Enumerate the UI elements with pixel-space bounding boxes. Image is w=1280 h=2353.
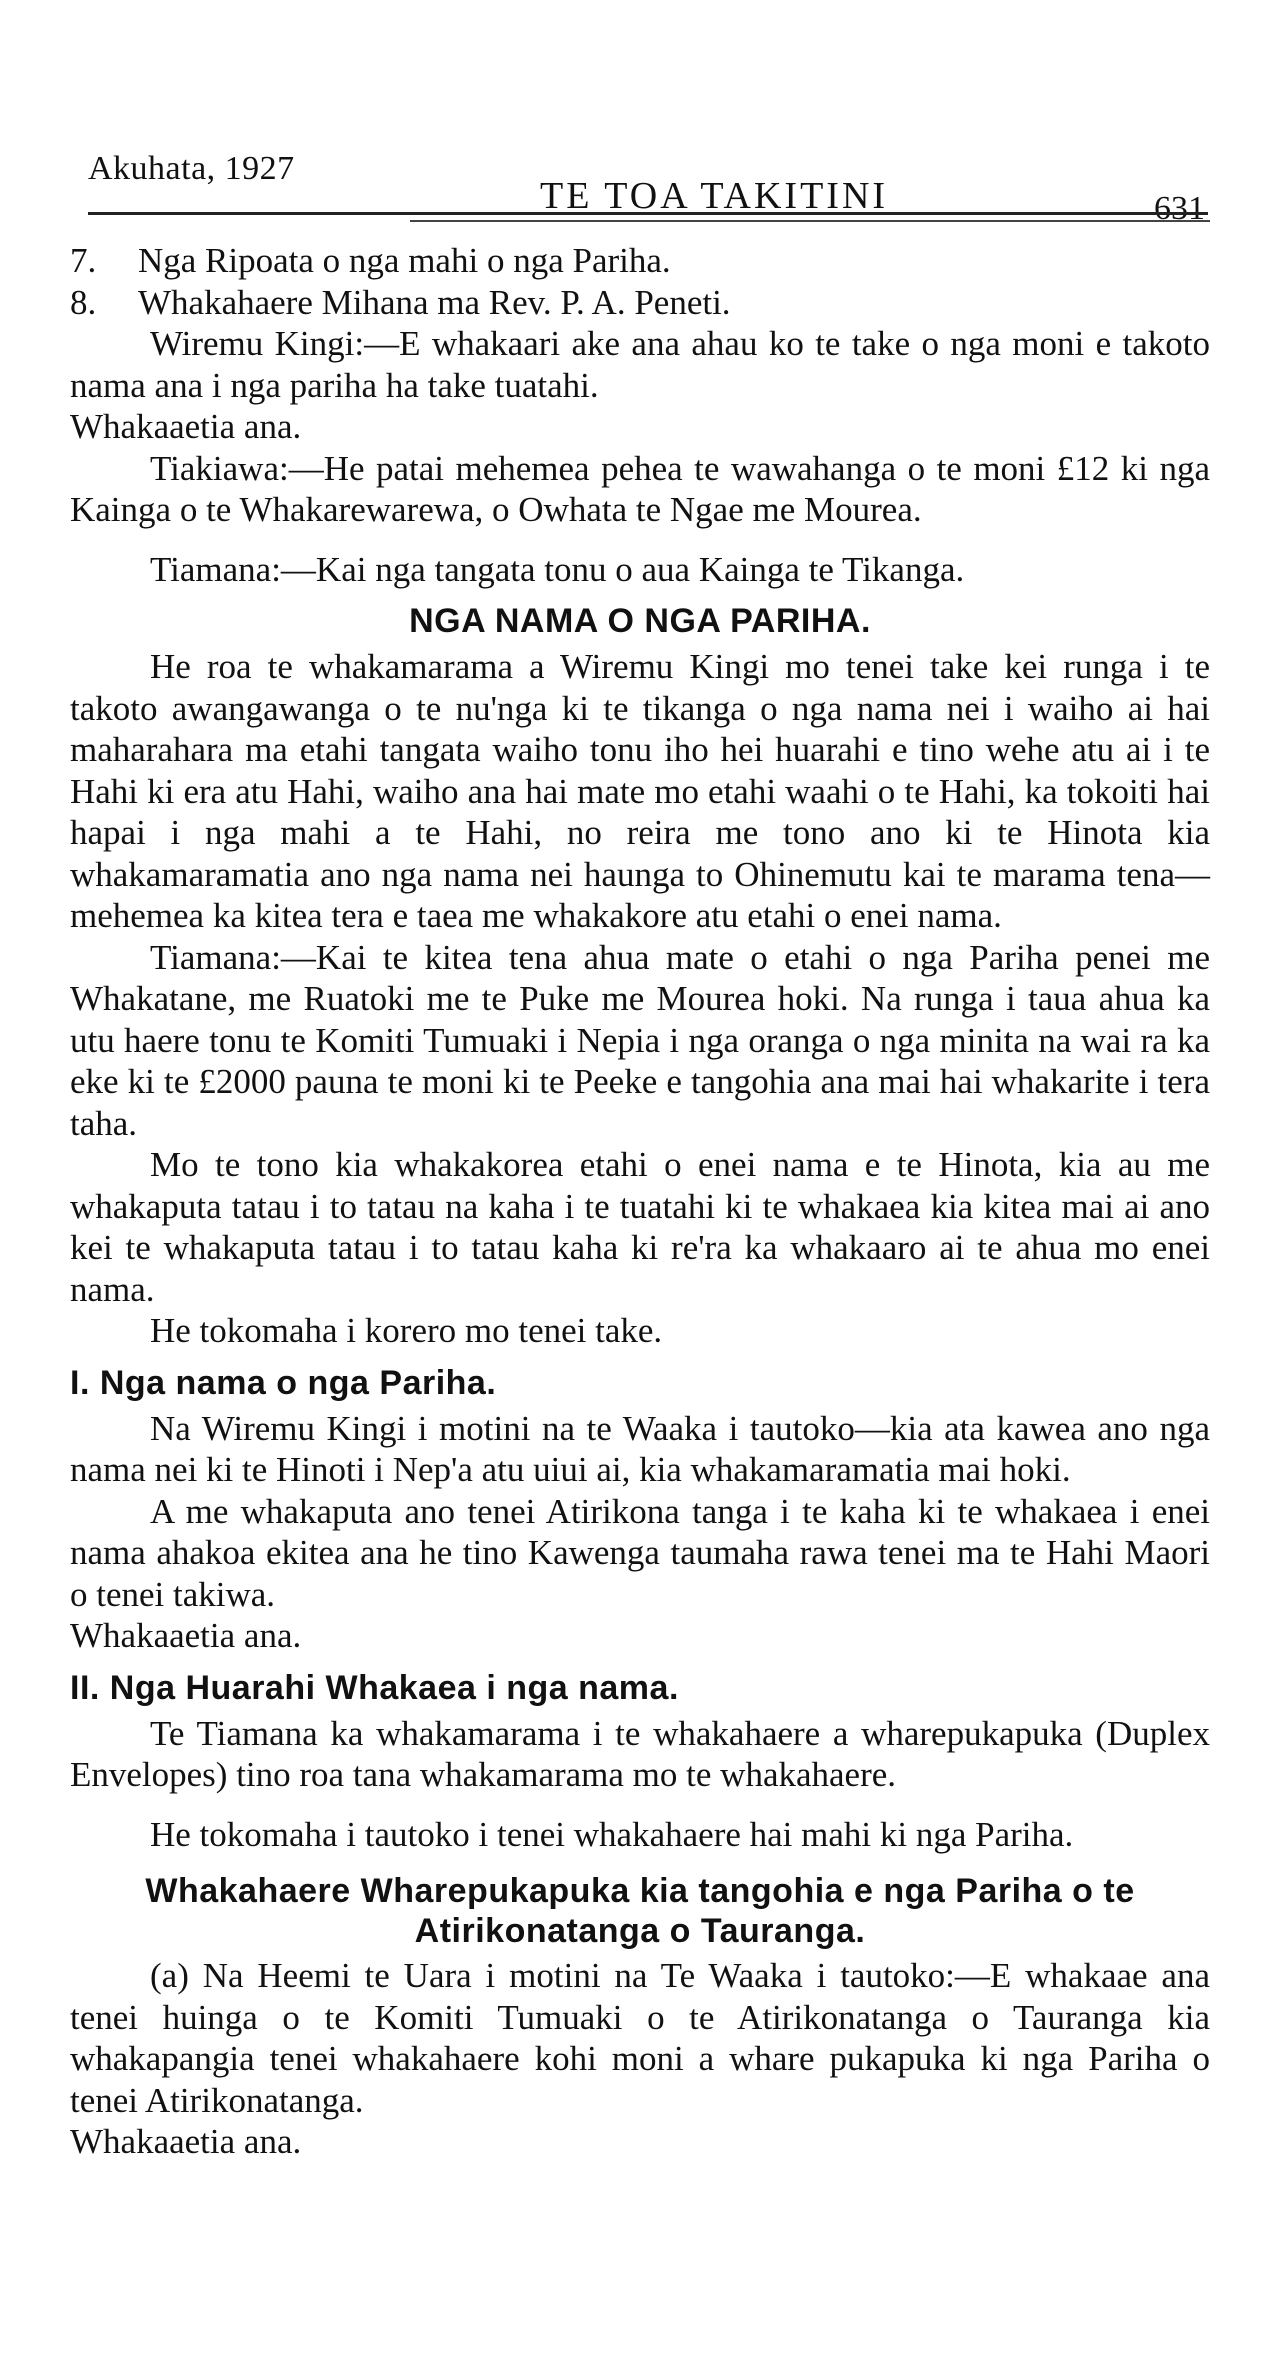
newspaper-page (70, 150, 1210, 2161)
resolution-note: Whakaaetia ana. (70, 407, 302, 446)
paragraph: Wiremu Kingi:—E whakaari ake ana ahau ko te take o nga moni e takoto nama ana i nga pariha ha take tuatahi. (70, 324, 1210, 405)
section-heading: I. Nga nama o nga Pariha. (70, 1363, 497, 1402)
section-heading (70, 1871, 1210, 1951)
agenda-item (70, 282, 1210, 324)
paragraph: He roa te whakamarama a Wiremu Kingi mo tenei take kei runga i te takoto awangawanga o te nu'nga ki te tikanga o nga nama nei i waiho ai hai maharahara ma etahi tangata waiho tonu iho hei huarahi e tino wehe atu ai i te Hahi ki era atu Hahi, waiho ana hai mate mo etahi waahi o te Hahi, ka tokoiti hai hapai i nga mahi a te Hahi, no reira me tono ano ki te Hinota kia whakamaramatia ano nga nama nei haunga to Ohinemutu kai te marama tena—mehemea ka kitea tera e taea me whakakore atu etahi o enei nama. (70, 647, 1210, 935)
section-heading: NGA NAMA O NGA PARIHA. (409, 602, 871, 640)
running-header (70, 150, 1210, 227)
agenda-item-number: 8. (70, 282, 97, 322)
spacer (70, 531, 1210, 549)
paragraph: Tiakiawa:—He patai mehemea pehea te wawahanga o te moni £12 ki nga Kainga o te Whakarewarewa, o Owhata te Ngae me Mourea. (70, 448, 1210, 529)
paragraph: Mo te tono kia whakakorea etahi o enei nama e te Hinota, kia au me whakaputa tatau i to tatau na kaha i te tuatahi ki te whakaea kia kitea mai ai ano kei te whakaputa tatau i to tatau kaha ki re'ra ka whakaaro ai te ahua mo enei nama. (70, 1145, 1210, 1309)
header-date: Akuhata, 1927 (88, 150, 295, 187)
header-rule-secondary (410, 220, 1210, 222)
paragraph: Na Wiremu Kingi i motini na te Waaka i tautoko—kia ata kawea ano nga nama nei ki te Hinoti i Nep'a atu uiui ai, kia whakamaramatia mai hoki. (70, 1408, 1210, 1489)
paragraph: He tokomaha i tautoko i tenei whakahaere hai mahi ki nga Pariha. (150, 1814, 1074, 1854)
paragraph: Tiamana:—Kai nga tangata tonu o aua Kainga te Tikanga. (150, 549, 965, 589)
paragraph: Te Tiamana ka whakamarama i te whakahaere a wharepukapuka (Duplex Envelopes) tino roa tana whakamarama mo te whakahaere. (70, 1713, 1210, 1794)
agenda-item (70, 240, 1210, 282)
header-page-number: 631 (1154, 190, 1205, 227)
agenda-item-text: Whakahaere Mihana ma Rev. P. A. Peneti. (138, 282, 731, 322)
agenda-item-text: Nga Ripoata o nga mahi o nga Pariha. (138, 241, 671, 280)
section-heading-line: Atirikonatanga o Tauranga. (414, 1912, 866, 1950)
spacer (70, 1796, 1210, 1814)
header-rule (88, 212, 1208, 215)
resolution-note: Whakaaetia ana. (70, 2122, 302, 2161)
resolution-note: Whakaaetia ana. (70, 1616, 302, 1655)
article-body (70, 240, 1210, 2163)
section-heading-line: Whakahaere Wharepukapuka kia tangohia e nga Pariha o te (145, 1872, 1135, 1910)
header-title: TE TOA TAKITINI (540, 175, 889, 217)
paragraph: A me whakaputa ano tenei Atirikona tanga i te kaha ki te whakaea i enei nama ahakoa ekitea ana he tino Kawenga taumaha rawa tenei ma te Hahi Maori o tenei takiwa. (70, 1491, 1210, 1614)
paragraph: (a) Na Heemi te Uara i motini na Te Waaka i tautoko:—E whakaae ana tenei huinga o te Komiti Tumuaki o te Atirikonatanga o Tauranga kia whakapangia tenei whakahaere kohi moni a whare pukapuka ki nga Pariha o tenei Atirikonatanga. (70, 1956, 1210, 2120)
section-heading: II. Nga Huarahi Whakaea i nga nama. (70, 1668, 679, 1707)
agenda-item-number: 7. (70, 241, 97, 280)
paragraph: He tokomaha i korero mo tenei take. (150, 1311, 663, 1350)
paragraph: Tiamana:—Kai te kitea tena ahua mate o etahi o nga Pariha penei me Whakatane, me Ruatoki me te Puke me Mourea hoki. Na runga i taua ahua ka utu haere tonu te Komiti Tumuaki i Nepia i nga oranga o nga minita na wai ra ka eke ki te £2000 pauna te moni ki te Peeke e tangohia ana mai hai whakarite i tera taha. (70, 937, 1210, 1143)
